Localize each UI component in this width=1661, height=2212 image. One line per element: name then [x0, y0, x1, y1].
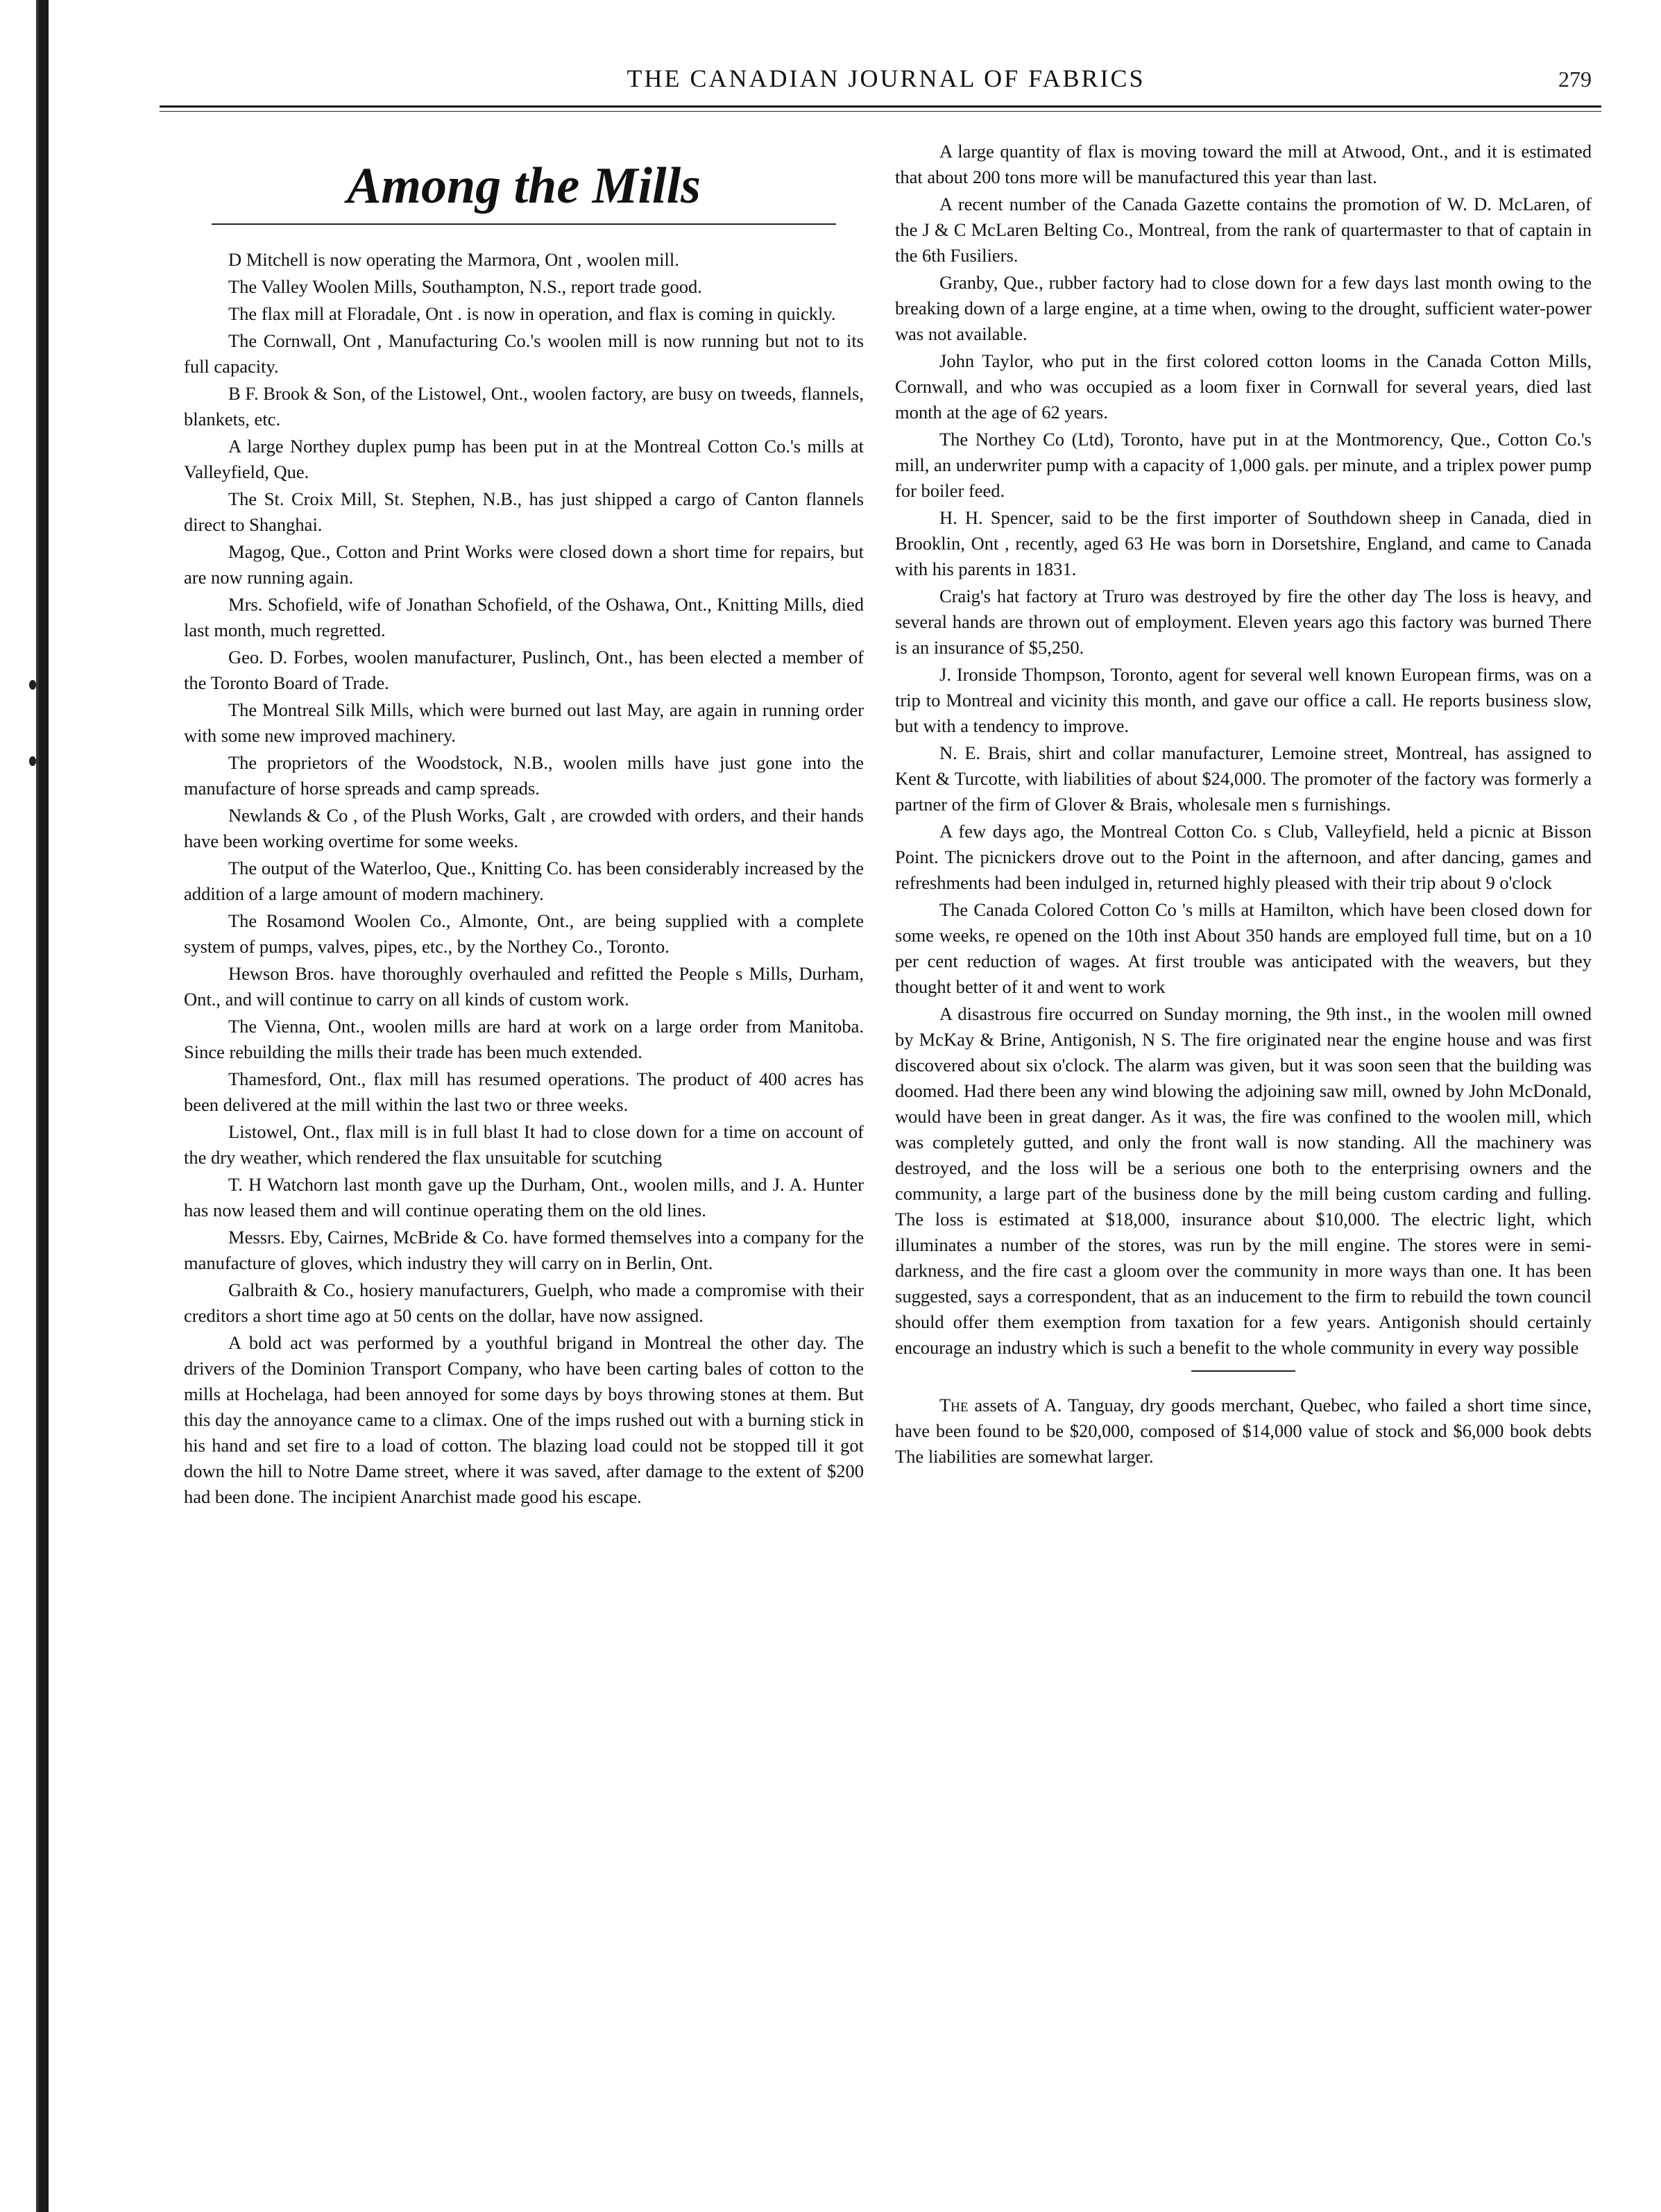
- news-item: Hewson Bros. have thoroughly overhauled and refitted the People s Mills, Durham, Ont., and will continue to carry on all kinds of custom work.: [184, 963, 864, 1010]
- news-item-body: assets of A. Tanguay, dry goods merchant, Quebec, who failed a short time since, have been found to be $20,000, composed of $14,000 value of stock and $6,000 book debts The liabilities are somewhat larger.: [895, 1395, 1592, 1467]
- news-item: J. Ironside Thompson, Toronto, agent for several well known European firms, was on a trip to Montreal and vicinity this month, and gave our office a call. He reports business slow, but with a tendency to improve.: [895, 664, 1592, 736]
- news-item: Messrs. Eby, Cairnes, McBride & Co. have formed themselves into a company for the manufacture of gloves, which industry they will carry on in Berlin, Ont.: [184, 1227, 864, 1273]
- news-item: Newlands & Co , of the Plush Works, Galt , are crowded with orders, and their hands have been working overtime for some weeks.: [184, 805, 864, 851]
- news-item: Galbraith & Co., hosiery manufacturers, Guelph, who made a compromise with their creditors a short time ago at 50 cents on the dollar, have now assigned.: [184, 1279, 864, 1326]
- page-number: 279: [1558, 67, 1592, 92]
- news-item: A few days ago, the Montreal Cotton Co. s Club, Valleyfield, held a picnic at Bisson Point. The picnickers drove out to the Point in the afternoon, and after dancing, games and refreshments had been indulged in, returned highly pleased with their trip about 9 o'clock: [895, 821, 1592, 893]
- news-item: T. H Watchorn last month gave up the Durham, Ont., woolen mills, and J. A. Hunter has now leased them and will continue operating them on the old lines.: [184, 1174, 864, 1220]
- news-item: D Mitchell is now operating the Marmora, Ont , woolen mill.: [228, 249, 679, 270]
- right-column: [895, 139, 1592, 1471]
- heading-rule: [212, 223, 836, 225]
- binding-shadow: [39, 0, 49, 2212]
- news-item: Thamesford, Ont., flax mill has resumed operations. The product of 400 acres has been delivered at the mill within the last two or three weeks.: [184, 1069, 864, 1115]
- header-rule-thin: [160, 111, 1601, 112]
- header-rule: [160, 105, 1601, 108]
- scan-mark: [29, 756, 36, 766]
- left-column: [184, 139, 864, 1511]
- news-item: John Taylor, who put in the first colored cotton looms in the Canada Cotton Mills, Cornwall, and who was occupied as a loom fixer in Cornwall for several years, died last month at the age of 62 years.: [895, 350, 1592, 423]
- news-item: The Cornwall, Ont , Manufacturing Co.'s woolen mill is now running but not to its full capacity.: [184, 330, 864, 377]
- page-header: [173, 64, 1599, 105]
- news-item: The Vienna, Ont., woolen mills are hard at work on a large order from Manitoba. Since rebuilding the mills their trade has been much extended.: [184, 1016, 864, 1062]
- news-item: Listowel, Ont., flax mill is in full blast It had to close down for a time on account of the dry weather, which rendered the flax unsuitable for scutching: [184, 1121, 864, 1168]
- news-item: The Montreal Silk Mills, which were burned out last May, are again in running order with some new improved machinery.: [184, 699, 864, 746]
- news-item: A bold act was performed by a youthful brigand in Montreal the other day. The drivers of the Dominion Transport Company, who have been carting bales of cotton to the mills at Hochelaga, had been annoyed for some days by boys throwing stones at them. But this day the annoyance came to a climax. One of the imps rushed out with a burning stick in his hand and set fire to a load of cotton. The blazing load could not be stopped till it got down the hill to Notre Dame street, where it was saved, after damage to the extent of $200 had been done. The incipient Anarchist made good his escape.: [184, 1332, 864, 1507]
- news-item: The Canada Colored Cotton Co 's mills at Hamilton, which have been closed down for some weeks, re opened on the 10th inst About 350 hands are employed full time, but on a 10 per cent reduction of wages. At first trouble was anticipated with the weavers, but they thought better of it and went to work: [895, 899, 1592, 997]
- news-item: Craig's hat factory at Truro was destroyed by fire the other day The loss is heavy, and several hands are thrown out of employment. Eleven years ago this factory was burned There is an insurance of $5,250.: [895, 586, 1592, 658]
- scan-mark: [29, 680, 36, 690]
- news-item: The output of the Waterloo, Que., Knitting Co. has been considerably increased by the addition of a large amount of modern machinery.: [184, 858, 864, 904]
- news-item: N. E. Brais, shirt and collar manufacturer, Lemoine street, Montreal, has assigned to Kent & Turcotte, with liabilities of about $24,000. The promoter of the factory was formerly a partner of the firm of Glover & Brais, wholesale men s furnishings.: [895, 742, 1592, 815]
- section-divider: [1191, 1370, 1295, 1372]
- news-item: A disastrous fire occurred on Sunday morning, the 9th inst., in the woolen mill owned by McKay & Brine, Antigonish, N S. The fire originated near the engine house and was first discovered about six o'clock. The alarm was given, but it was soon seen that the building was doomed. Had there been any wind blowing the adjoining saw mill, owned by John McDonald, would have been in great danger. As it was, the fire was confined to the woolen mill, which was completely gutted, and only the front wall is now standing. All the machinery was destroyed, and the loss will be a serious one both to the enterprising owners and the community, a large part of the business done by the mill being custom carding and fulling. The loss is estimated at $18,000, insurance about $10,000. The electric light, which illuminates a number of the stores, was run by the mill engine. The stores were in semi-darkness, and the fire cast a gloom over the community in more ways than one. It has been suggested, says a correspondent, that as an inducement to the firm to rebuild the town council should offer them exemption from taxation for a few years. Antigonish should certainly encourage an industry which is such a benefit to the whole community in every way possible: [895, 1003, 1592, 1358]
- news-item: The Northey Co (Ltd), Toronto, have put in at the Montmorency, Que., Cotton Co.'s mill, an underwriter pump with a capacity of 1,000 gals. per minute, and a triplex power pump for boiler feed.: [895, 429, 1592, 501]
- news-item: B F. Brook & Son, of the Listowel, Ont., woolen factory, are busy on tweeds, flannels, blankets, etc.: [184, 383, 864, 429]
- news-item: A large quantity of flax is moving toward the mill at Atwood, Ont., and it is estimated that about 200 tons more will be manufactured this year than last.: [895, 141, 1592, 187]
- section-heading: Among the Mills: [347, 158, 701, 214]
- news-item: Mrs. Schofield, wife of Jonathan Schofield, of the Oshawa, Ont., Knitting Mills, died last month, much regretted.: [184, 594, 864, 640]
- news-item: H. H. Spencer, said to be the first importer of Southdown sheep in Canada, died in Brooklin, Ont , recently, aged 63 He was born in Dorsetshire, England, and came to Canada with his parents in 1831.: [895, 507, 1592, 579]
- news-item: Granby, Que., rubber factory had to close down for a few days last month owing to the breaking down of a large engine, at a time when, owing to the drought, sufficient water-power was not available.: [895, 272, 1592, 344]
- news-item: The Rosamond Woolen Co., Almonte, Ont., are being supplied with a complete system of pumps, valves, pipes, etc., by the Northey Co., Toronto.: [184, 910, 864, 957]
- news-item: The proprietors of the Woodstock, N.B., woolen mills have just gone into the manufacture of horse spreads and camp spreads.: [184, 752, 864, 799]
- running-title: THE CANADIAN JOURNAL OF FABRICS: [627, 65, 1145, 92]
- news-item-final: [895, 1393, 1592, 1470]
- news-item: The St. Croix Mill, St. Stephen, N.B., has just shipped a cargo of Canton flannels direct to Shanghai.: [184, 488, 864, 535]
- news-item: Magog, Que., Cotton and Print Works were closed down a short time for repairs, but are now running again.: [184, 541, 864, 588]
- news-item: The Valley Woolen Mills, Southampton, N.S., report trade good.: [228, 276, 702, 297]
- news-item: A recent number of the Canada Gazette contains the promotion of W. D. McLaren, of the J & C McLaren Belting Co., Montreal, from the rank of quartermaster to that of captain in the 6th Fusiliers.: [895, 194, 1592, 266]
- news-item: The flax mill at Floradale, Ont . is now in operation, and flax is coming in quickly.: [228, 303, 836, 324]
- news-item: A large Northey duplex pump has been put in at the Montreal Cotton Co.'s mills at Valleyfield, Que.: [184, 436, 864, 482]
- news-item-lead: The: [939, 1395, 969, 1415]
- news-item: Geo. D. Forbes, woolen manufacturer, Puslinch, Ont., has been elected a member of the Toronto Board of Trade.: [184, 647, 864, 693]
